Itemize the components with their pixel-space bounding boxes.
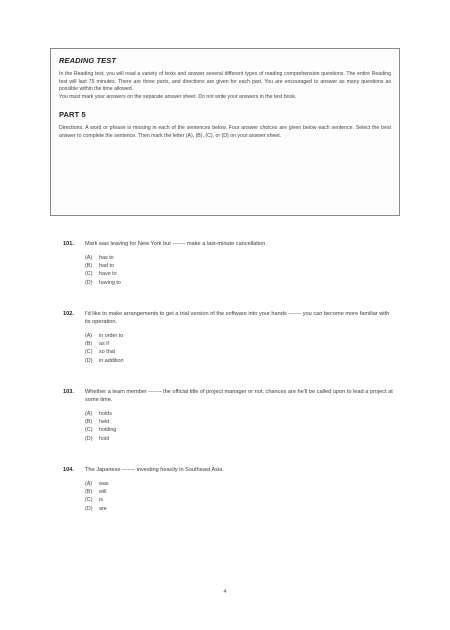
option-a: (A) holds: [85, 411, 112, 417]
question-104: [63, 466, 393, 513]
option-a: (A) has to: [85, 255, 114, 261]
option-d: (D) having to: [85, 279, 121, 286]
question-text: I'd like to make arrangements to get a trial version of the software into your hands ------- you can become more familiar with its operation.: [85, 311, 390, 325]
option-b: (B) had to: [85, 263, 114, 270]
question-text: The Japanese ------- investing heavily in Southeast Asia.: [85, 467, 224, 473]
option-b: (B) as if: [85, 341, 109, 348]
answer-options: [85, 480, 393, 513]
question-102: [63, 310, 393, 365]
question-number: 103.: [63, 389, 74, 395]
option-a: (A) was: [85, 481, 109, 487]
question-text: Mark was leaving for New York but ------- make a last-minute cancellation.: [85, 241, 267, 247]
answer-options: [85, 254, 393, 287]
instructions-box: [50, 48, 400, 216]
option-c: (C) is: [85, 497, 103, 504]
option-a: (A) in order to: [85, 333, 124, 339]
part-directions: Directions: A word or phrase is missing in each of the sentences below. Four answer choices are given below each sentence. Select the best answer to complete the sentence. Then mark the letter (A), (B), (C), or (D) on your answer sheet.: [59, 125, 391, 139]
question-number: 102.: [63, 311, 74, 317]
reading-test-intro: In the Reading test, you will read a variety of texts and answer several different types of reading comprehension questions. The entire Reading test will last 75 minutes. There are three parts, and directions are given for each part. You are encouraged to answer as many questions as possible within the time allowed.: [59, 71, 391, 93]
option-d: (D) in addition: [85, 357, 124, 364]
reading-test-heading: READING TEST: [59, 56, 117, 65]
question-103: [63, 388, 393, 443]
question-text: Whether a team member ------- the official title of project manager or not, chances are he'll be called upon to lead a project at some time.: [85, 389, 393, 403]
option-b: (B) held: [85, 419, 110, 426]
page-number: 4: [223, 589, 227, 595]
part-heading: PART 5: [59, 110, 86, 120]
option-c: (C) have to: [85, 271, 117, 278]
option-c: (C) so that: [85, 349, 116, 356]
answer-options: [85, 332, 393, 365]
answer-options: [85, 410, 393, 443]
question-number: 101.: [63, 241, 74, 247]
option-d: (D) are: [85, 505, 107, 512]
option-c: (C) holding: [85, 427, 117, 434]
option-b: (B) will: [85, 489, 107, 496]
answer-sheet-instruction: You must mark your answers on the separate answer sheet. Do not write your answers in the test book.: [59, 93, 297, 100]
question-number: 104.: [63, 467, 74, 473]
option-d: (D) hold: [85, 435, 110, 442]
question-101: [63, 240, 393, 287]
